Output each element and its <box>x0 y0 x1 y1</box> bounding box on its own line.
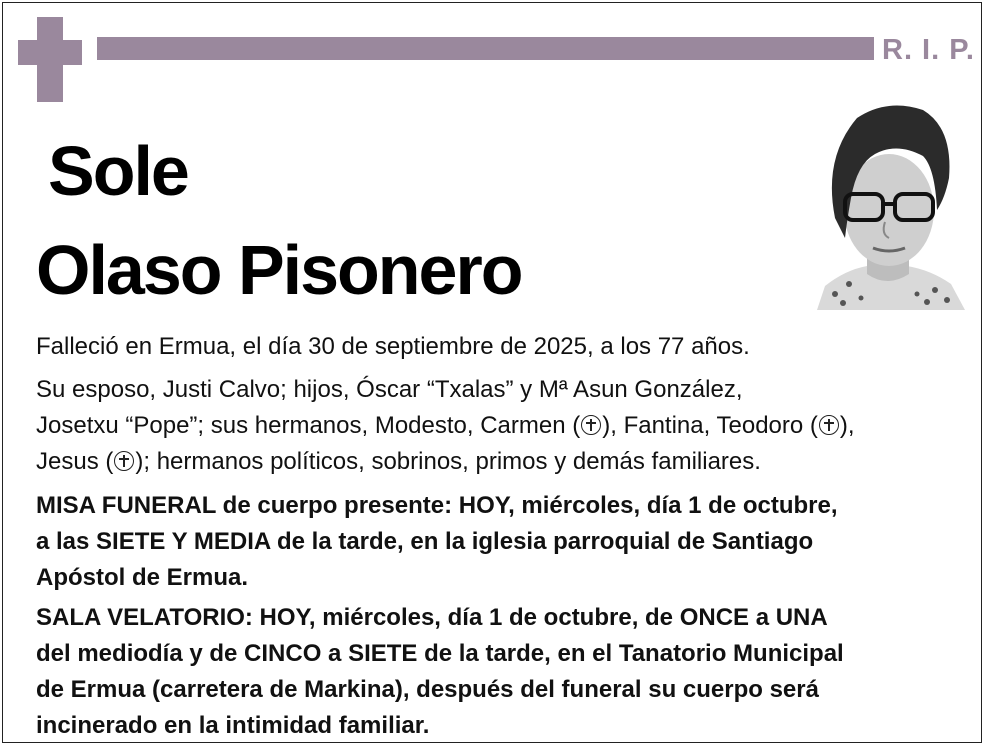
family-line-3-part-b: ); hermanos políticos, sobrinos, primos y demás familiares. <box>135 448 761 475</box>
wake-line-2: del mediodía y de CINCO a SIETE de la tarde, en el Tanatorio Municipal <box>36 640 844 667</box>
funeral-line-3: Apóstol de Ermua. <box>36 564 249 591</box>
family-line-3 <box>36 444 936 480</box>
wake-line-3: de Ermua (carretera de Markina), después del funeral su cuerpo será <box>36 676 819 703</box>
funeral-line-1: MISA FUNERAL de cuerpo presente: HOY, miércoles, día 1 de octubre, <box>36 492 838 519</box>
wake-paragraph <box>36 600 936 744</box>
family-line-2-part-a: Josetxu “Pope”; sus hermanos, Modesto, Carmen ( <box>36 412 581 439</box>
funeral-line-2: a las SIETE Y MEDIA de la tarde, en la iglesia parroquial de Santiago <box>36 528 814 555</box>
family-line-2 <box>36 408 936 444</box>
family-line-2-part-c: ), <box>839 412 855 439</box>
deceased-cross-icon <box>114 451 134 471</box>
rip-label: R. I. P. <box>882 34 975 66</box>
family-line-3-part-a: Jesus ( <box>36 448 114 475</box>
portrait-photo <box>805 98 969 310</box>
death-notice-line: Falleció en Ermua, el día 30 de septiembre de 2025, a los 77 años. <box>36 333 750 360</box>
family-line-1: Su esposo, Justi Calvo; hijos, Óscar “Txalas” y Mª Asun González, <box>36 376 743 403</box>
deceased-surnames: Olaso Pisonero <box>36 231 522 309</box>
family-line-2-part-b: ), Fantina, Teodoro ( <box>602 412 818 439</box>
family-paragraph <box>36 372 936 480</box>
deceased-cross-icon <box>581 415 601 435</box>
wake-line-1: SALA VELATORIO: HOY, miércoles, día 1 de octubre, de ONCE a UNA <box>36 604 828 631</box>
deceased-first-name: Sole <box>48 132 188 210</box>
header-rule <box>97 37 874 60</box>
deceased-cross-icon <box>819 415 839 435</box>
wake-line-4: incinerado en la intimidad familiar. <box>36 712 430 739</box>
death-notice <box>36 329 936 365</box>
funeral-paragraph <box>36 488 936 596</box>
